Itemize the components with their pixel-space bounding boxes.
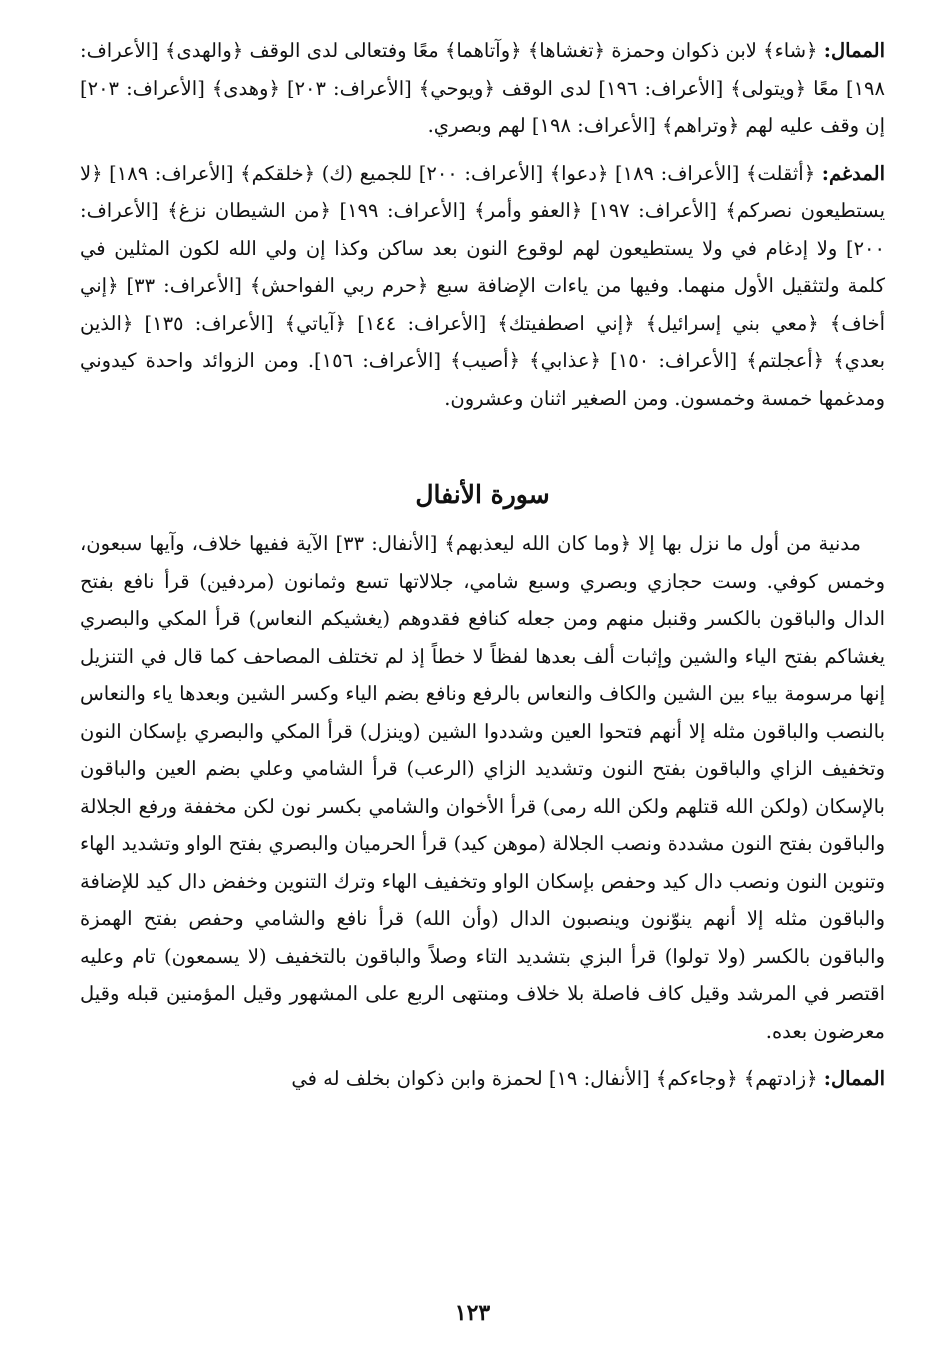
paragraph-mumal-araf [80,32,885,145]
paragraph-label-mumal: الممال: [823,39,885,62]
section-title: سورة الأنفال [415,480,550,509]
paragraph-mudgham-araf [80,155,885,418]
paragraph-label-mumal: الممال: [823,1067,885,1090]
paragraph-body: ﴿شاء﴾ لابن ذكوان وحمزة ﴿تغشاها﴾ ﴿وآتاهما﴾ معًا وفتعالى لدى الوقف ﴿والهدى﴾ [الأعراف: ١٩٨] معًا ﴿ويتولى﴾ [الأعراف: ١٩٦] لدى الوقف ﴿ويوحي﴾ [الأعراف: ٢٠٣] ﴿وهدى﴾ [الأعراف: ٢٠٣] إن وقف عليه لهم ﴿وتراهم﴾ [الأعراف: ١٩٨] لهم وبصري. [80,39,885,137]
paragraph-body: ﴿أثقلت﴾ [الأعراف: ١٨٩] ﴿دعوا﴾ [الأعراف: ٢٠٠] للجميع (ك) ﴿خلقكم﴾ [الأعراف: ١٨٩] ﴿لا يستطيعون نصركم﴾ [الأعراف: ١٩٧] ﴿العفو وأمر﴾ [الأعراف: ١٩٩] ﴿من الشيطان نزغ﴾ [الأعراف: ٢٠٠] ولا إدغام في ولا يستطيعون لهم لوقوع النون بعد ساكن وكذا إن ولي الله لكون المثلين في كلمة ولتثقيل الأول منهما. وفيها من ياءات الإضافة سبع ﴿حرم ربي الفواحش﴾ [الأعراف: ٣٣] ﴿إني أخاف﴾ ﴿معي بني إسرائيل﴾ ﴿إني اصطفيتك﴾ [الأعراف: ١٤٤] ﴿آياتي﴾ [الأعراف: ١٣٥] ﴿الذين بعدي﴾ ﴿أعجلتم﴾ [الأعراف: ١٥٠] ﴿عذابي﴾ ﴿أصيب﴾ [الأعراف: ١٥٦]. ومن الزوائد واحدة كيدوني ومدغمها خمسة وخمسون. ومن الصغير اثنان وعشرون. [80,161,885,410]
paragraph-body: ﴿زادتهم﴾ ﴿وجاءكم﴾ [الأنفال: ١٩] لحمزة وابن ذكوان بخلف له في [291,1067,824,1090]
paragraph-mumal-anfal [80,1060,885,1098]
document-page [80,32,885,1332]
paragraph-label-mudgham: المدغم: [821,161,885,185]
paragraph-anfal-intro: مدنية من أول ما نزل بها إلا ﴿وما كان الله ليعذبهم﴾ [الأنفال: ٣٣] الآية ففيها خلاف، وآيها سبعون، وخمس كوفي. وست حجازي وبصري وسبع شامي، جلالاتها تسع وثمانون (مردفين) قرأ نافع بفتح الدال والباقون بالكسر وقنبل منهم ومن جعله كنافع فقدوهم (يغشيكم النعاس) قرأ المكي والبصري يغشاكم بفتح الياء والشين وإثبات ألف بعدها لفظاً لا خطاً إذ لم تختلف المصاحف كما قال في التنزيل إنها مرسومة بياء بين الشين والكاف والنعاس بالرفع ونافع بضم الياء وكسر الشين وبعدها ياء والنعاس بالنصب والباقون مثله إلا أنهم فتحوا العين وشددوا الشين (وينزل) قرأ المكي والبصري بإسكان النون وتخفيف الزاي والباقون بفتح النون وتشديد الزاي (الرعب) قرأ الشامي وعلي بضم العين والباقون بالإسكان (ولكن الله قتلهم ولكن الله رمى) قرأ الأخوان والشامي بكسر نون لكن مخففة ورفع الجلالة والباقون بفتح النون مشددة ونصب الجلالة (موهن كيد) قرأ الحرميان والبصري بفتح الواو وتشديد الهاء وتنوين النون ونصب دال كيد وحفص بإسكان الواو وتخفيف الهاء وترك التنوين وخفض دال كيد للإضافة والباقون مثله إلا أنهم ينوّنون وينصبون الدال (وأن الله) قرأ نافع والشامي وحفص بفتح الهمزة والباقون بالكسر (ولا تولوا) قرأ البزي بتشديد التاء وصلاً والباقون بالتخفيف (لا يسمعون) تام وعليه اقتصر في المرشد وقيل كاف فاصلة بلا خلاف ومنتهى الربع على المشهور وقيل المؤمنين قبله وقيل معرضون بعده. [80,532,885,1043]
page-number: ١٢٣ [454,1300,491,1326]
